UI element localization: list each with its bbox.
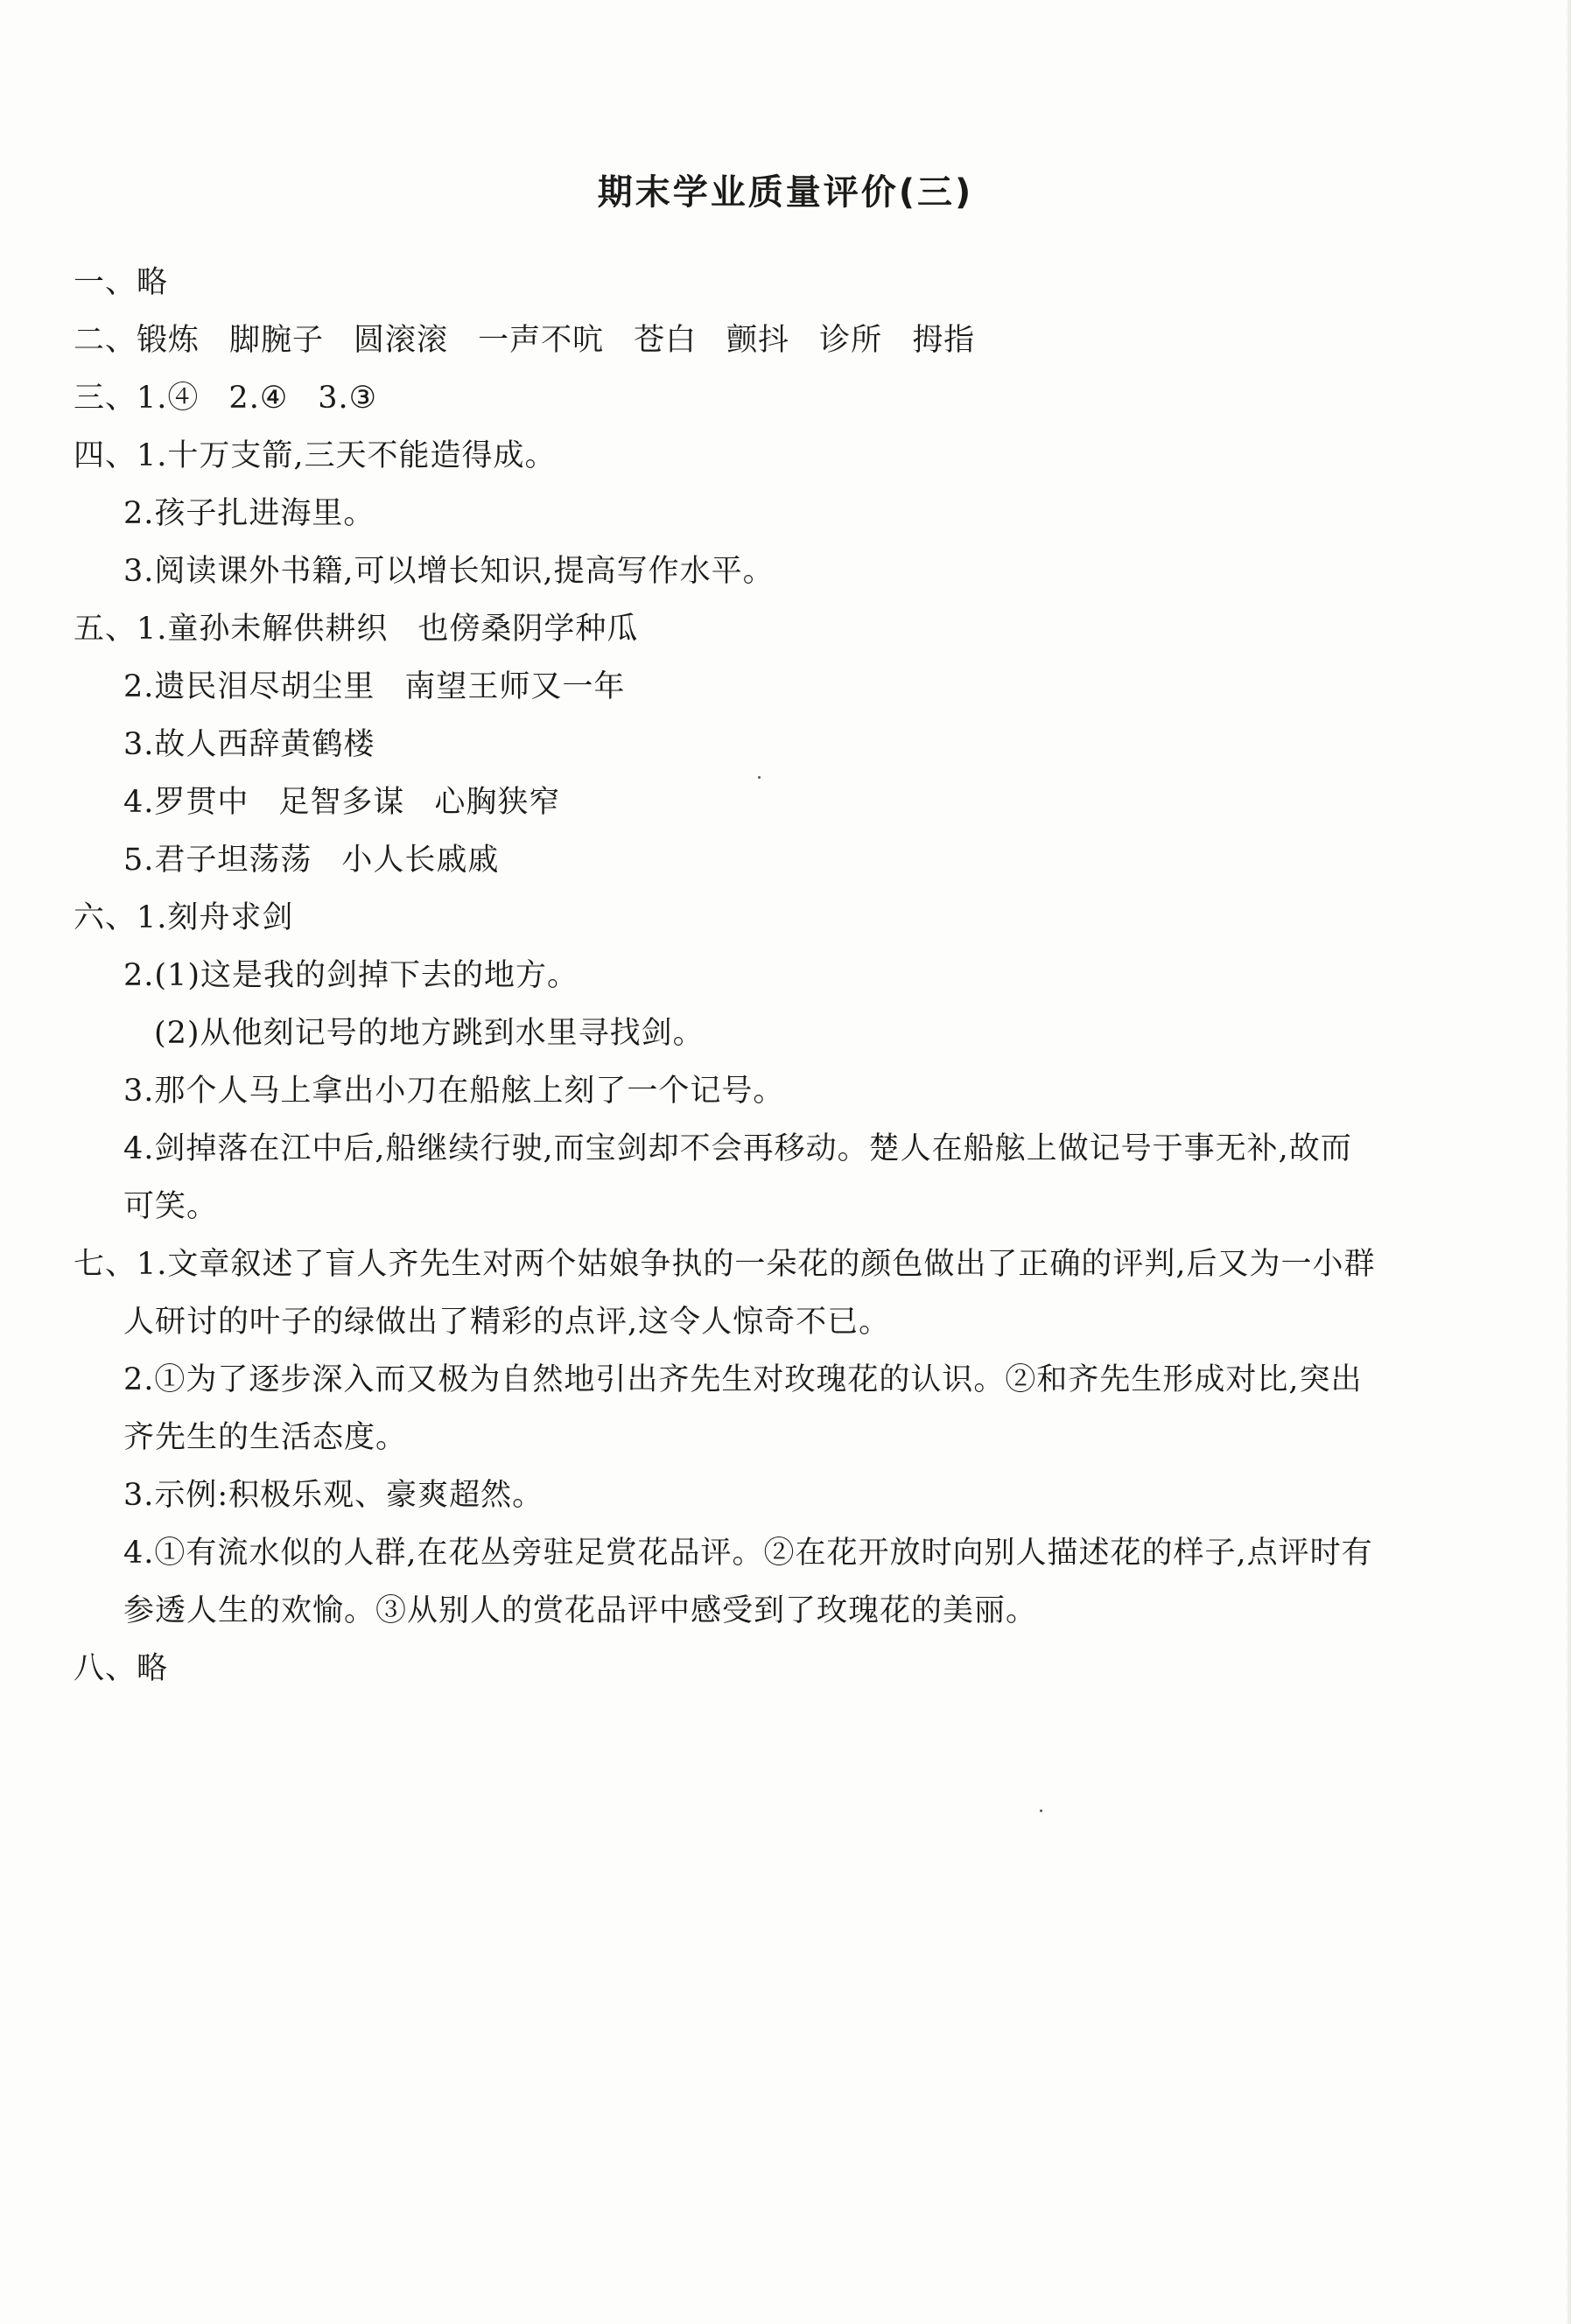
scan-speck: [1040, 1810, 1042, 1812]
section-1: 一、略: [74, 265, 169, 300]
poem-line: 也傍桑阴学种瓜: [417, 612, 639, 647]
choice-item: 3.③: [318, 381, 377, 416]
answer-item: [74, 774, 1474, 831]
section-4-prefix: 四、: [74, 438, 137, 473]
answer-item: 2.①为了逐步深入而又极为自然地引出齐先生对玫瑰花的认识。②和齐先生形成对比,突出: [123, 1362, 1363, 1397]
choice-item: 1.④: [137, 381, 200, 416]
word-item: 苍白: [634, 323, 698, 358]
section-3-prefix: 三、: [74, 381, 137, 416]
answer-item: 2.(1)这是我的剑掉下去的地方。: [123, 958, 579, 993]
answer-item: 3.阅读课外书籍,可以增长知识,提高写作水平。: [123, 554, 775, 589]
answer-item-continued: 齐先生的生活态度。: [123, 1420, 408, 1455]
page-edge-shadow: [1566, 0, 1571, 2324]
answer-item: 3.那个人马上拿出小刀在船舷上刻了一个记号。: [123, 1074, 785, 1109]
answer-item: [74, 831, 1474, 889]
answer-part: 5.君子坦荡荡: [123, 843, 312, 878]
answer-item: 3.示例:积极乐观、豪爽超然。: [123, 1478, 544, 1513]
choice-item: 2.④: [228, 381, 289, 416]
poem-line: 南望王师又一年: [404, 669, 626, 704]
word-item: 一声不吭: [478, 323, 605, 358]
section-8: 八、略: [74, 1651, 169, 1686]
word-item: 颤抖: [726, 323, 790, 358]
section-3: [74, 369, 1474, 427]
answer-part: 心胸狭窄: [434, 785, 561, 820]
poem-line: 2.遗民泪尽胡尘里: [123, 669, 375, 704]
answer-item: 4.剑掉落在江中后,船继续行驶,而宝剑却不会再移动。楚人在船舷上做记号于事无补,故而: [123, 1131, 1352, 1166]
poem-line: 3.故人西辞黄鹤楼: [123, 727, 375, 762]
answer-item: [74, 658, 1474, 716]
answer-part: 足智多谋: [278, 785, 405, 820]
page-title: 期末学业质量评价(三): [597, 172, 974, 213]
section-4: [74, 427, 1474, 485]
word-item: 锻炼: [137, 323, 200, 358]
poem-line: 1.童孙未解供耕织: [137, 612, 389, 647]
section-2-prefix: 二、: [74, 323, 137, 358]
section-7: [74, 1236, 1474, 1293]
word-item: 脚腕子: [229, 323, 325, 358]
section-6-prefix: 六、: [74, 900, 137, 935]
answer-item-continued: 人研讨的叶子的绿做出了精彩的点评,这令人惊奇不已。: [123, 1305, 891, 1340]
scan-speck: [758, 776, 761, 779]
answer-content: [74, 254, 1474, 1698]
answer-item: 1.文章叙述了盲人齐先生对两个姑娘争执的一朵花的颜色做出了正确的评判,后又为一小群: [137, 1247, 1376, 1282]
word-item: 圆滚滚: [354, 323, 449, 358]
answer-item: 2.孩子扎进海里。: [123, 496, 375, 531]
answer-item-continued: 参透人生的欢愉。③从别人的赏花品评中感受到了玫瑰花的美丽。: [123, 1593, 1038, 1628]
answer-item: [74, 716, 1474, 774]
word-item: 诊所: [819, 323, 883, 358]
section-7-prefix: 七、: [74, 1247, 137, 1282]
answer-part: 小人长戚戚: [341, 843, 500, 878]
answer-item: 1.刻舟求剑: [137, 900, 294, 935]
answer-item-continued: 可笑。: [123, 1189, 219, 1224]
answer-part: 4.罗贯中: [123, 785, 249, 820]
section-5: [74, 600, 1474, 658]
section-6: [74, 889, 1474, 947]
section-5-prefix: 五、: [74, 612, 137, 647]
word-item: 拇指: [912, 323, 976, 358]
answer-item: 1.十万支箭,三天不能造得成。: [137, 438, 557, 473]
answer-item: 4.①有流水似的人群,在花丛旁驻足赏花品评。②在花开放时向别人描述花的样子,点评时有: [123, 1536, 1373, 1571]
answer-item: (2)从他刻记号的地方跳到水里寻找剑。: [154, 1016, 705, 1051]
section-2: [74, 312, 1474, 369]
